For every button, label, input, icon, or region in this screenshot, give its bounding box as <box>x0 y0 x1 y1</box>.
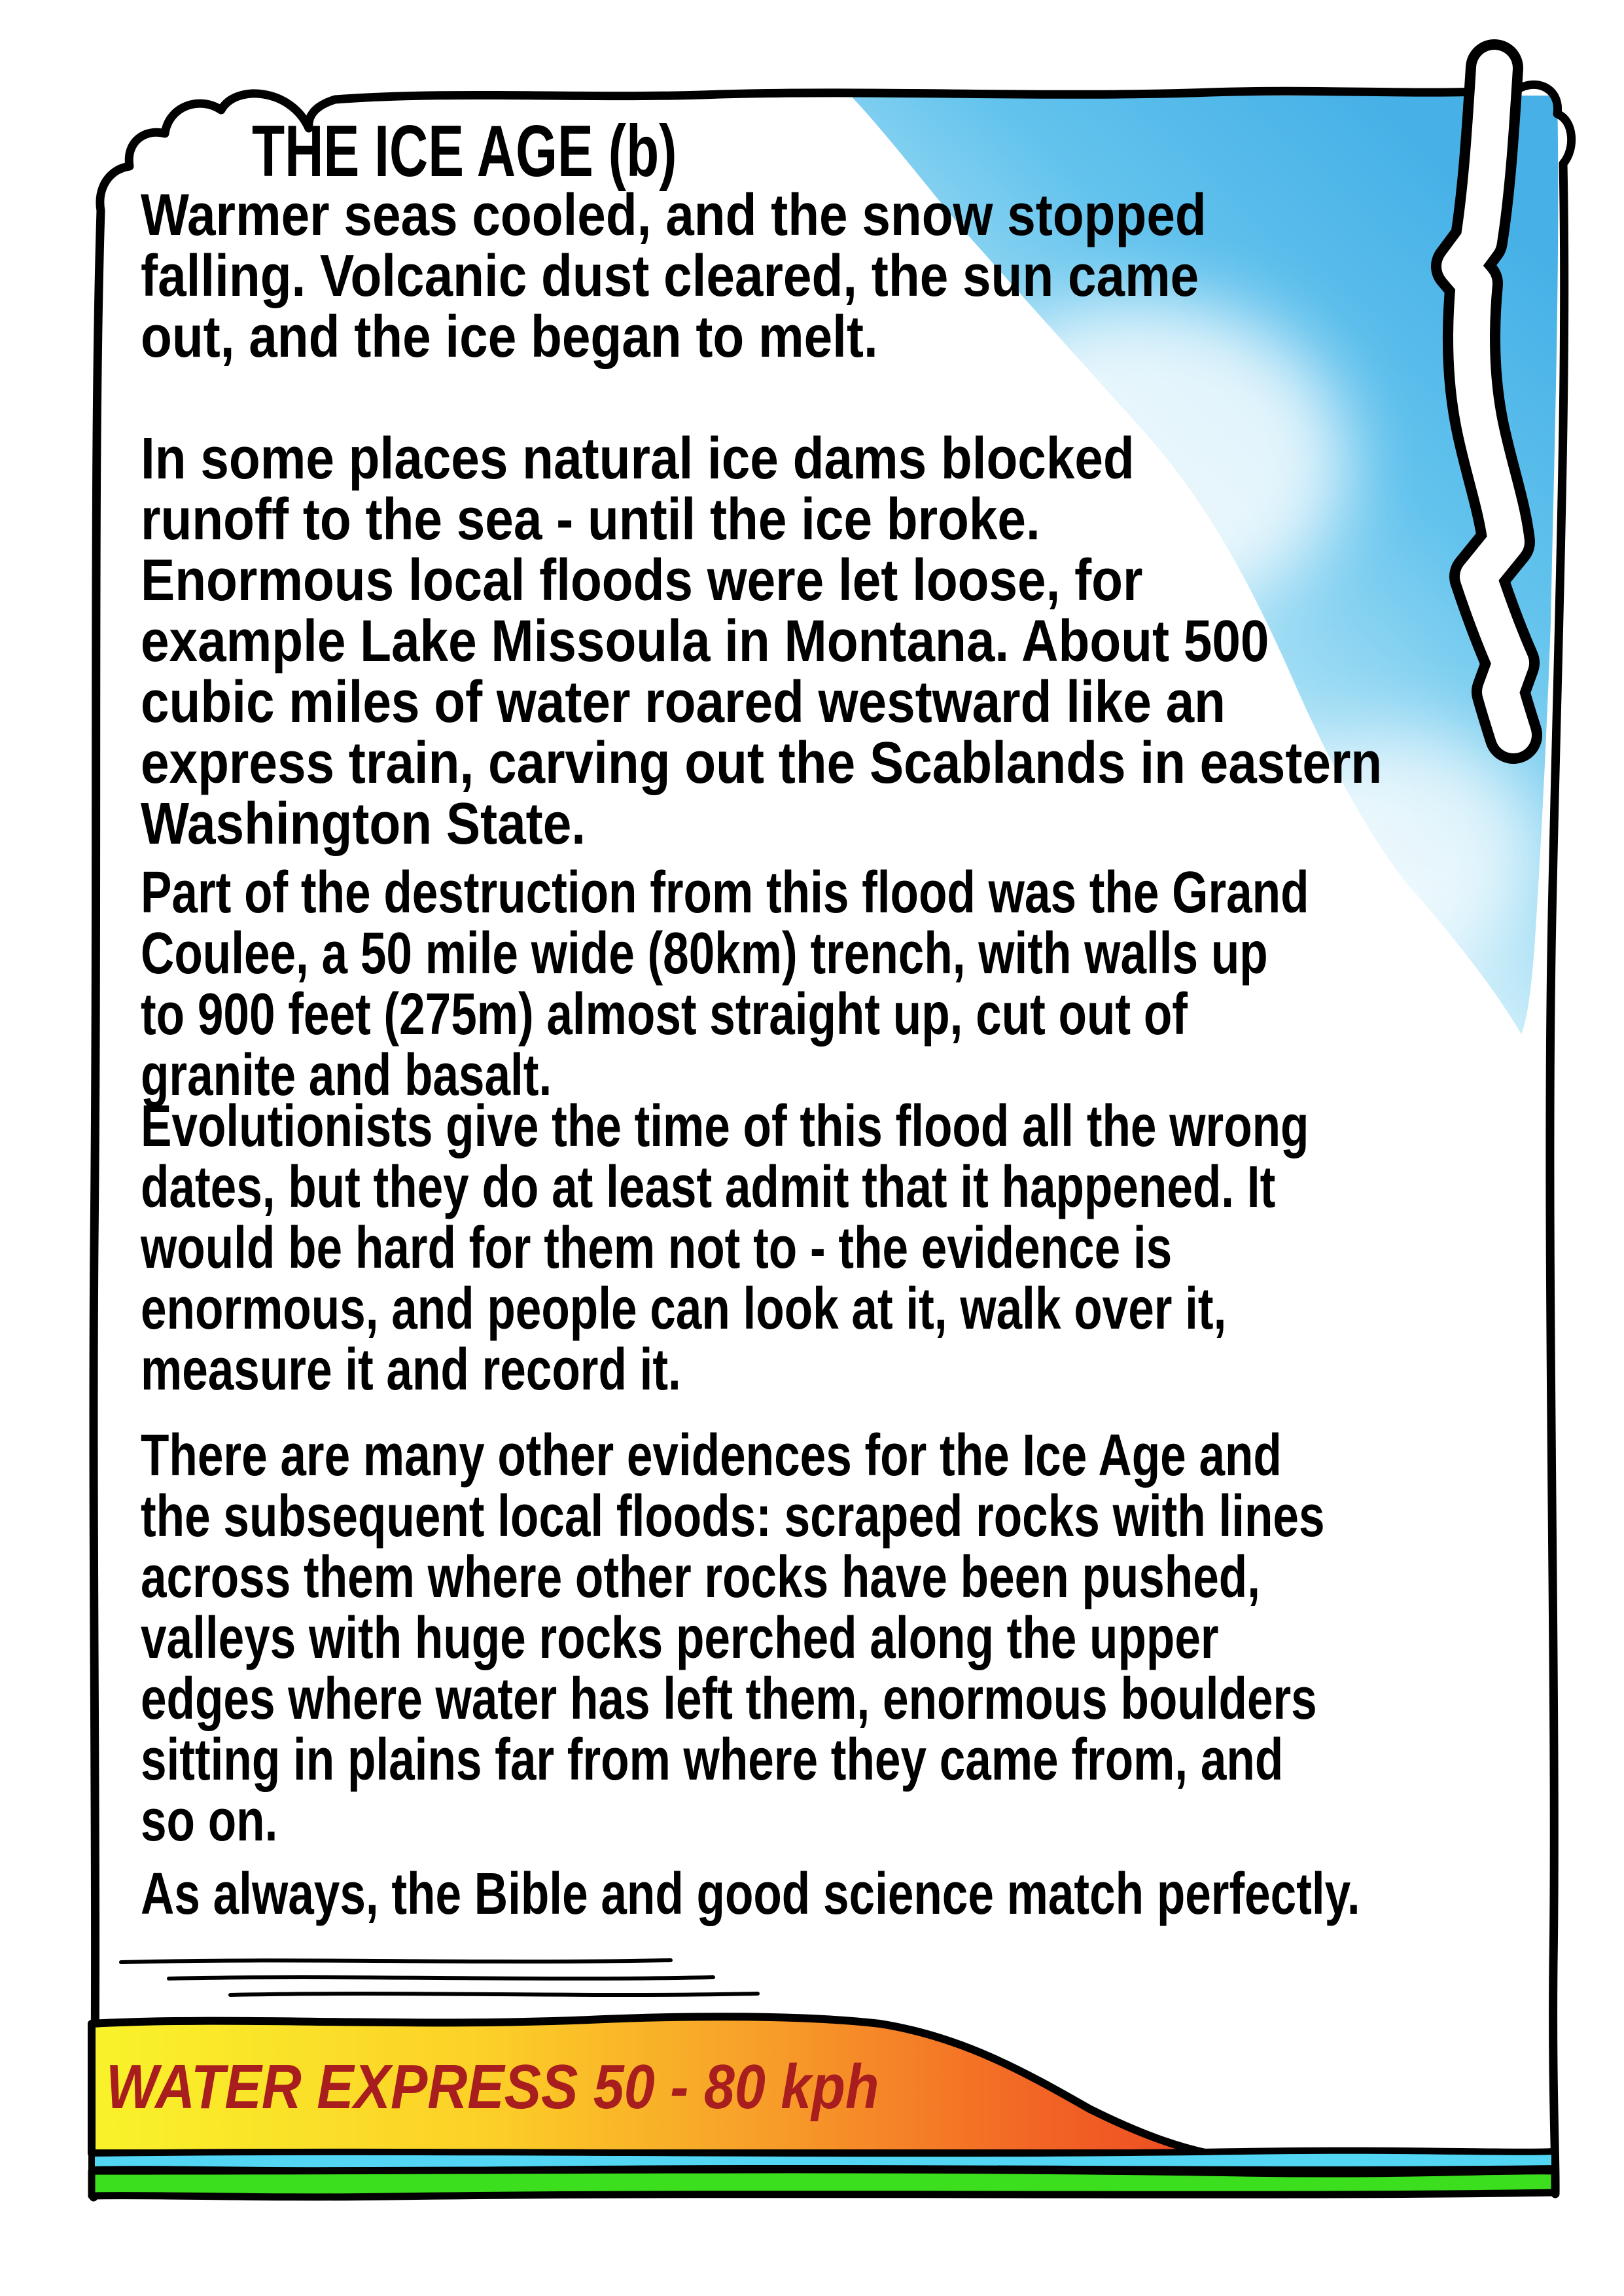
text-line: so on. <box>141 1788 278 1854</box>
text-line: granite and basalt. <box>141 1043 552 1108</box>
paragraph-1 <box>141 185 1207 368</box>
text-line: to 900 feet (275m) almost straight up, cut out of <box>141 982 1188 1047</box>
text-line: In some places natural ice dams blocked <box>141 426 1135 492</box>
text-line: Enormous local floods were let loose, for <box>141 548 1143 613</box>
text-line: There are many other evidences for the Ice Age and <box>141 1423 1282 1488</box>
text-line: As always, the Bible and good science match perfectly. <box>141 1861 1360 1927</box>
paragraph-4 <box>141 1096 1309 1401</box>
text-line: dates, but they do at least admit that it happened. It <box>141 1155 1276 1220</box>
text-line: Part of the destruction from this flood was the Grand <box>141 860 1309 925</box>
text-line: falling. Volcanic dust cleared, the sun came <box>141 243 1199 309</box>
text-line: edges where water has left them, enormous boulders <box>141 1666 1317 1732</box>
text-line: Coulee, a 50 mile wide (80km) trench, with walls up <box>141 921 1268 986</box>
text-line: Washington State. <box>141 791 586 857</box>
paragraph-3 <box>141 860 1309 1108</box>
text-line: valleys with huge rocks perched along the upper <box>141 1605 1219 1671</box>
text-line: runoff to the sea - until the ice broke. <box>141 487 1040 552</box>
paragraph-2 <box>141 426 1383 857</box>
speed-lines <box>121 1960 758 1995</box>
text-line: sitting in plains far from where they came from, and <box>141 1727 1284 1793</box>
text-line: across them where other rocks have been pushed, <box>141 1545 1260 1610</box>
speed-line <box>121 1960 671 1962</box>
text-line: enormous, and people can look at it, walk over it, <box>141 1276 1227 1342</box>
text-line: express train, carving out the Scablands in eastern <box>141 730 1383 796</box>
text-line: cubic miles of water roared westward like an <box>141 670 1226 735</box>
speed-line <box>169 1977 713 1979</box>
text-line: example Lake Missoula in Montana. About 500 <box>141 609 1269 674</box>
text-line: the subsequent local floods: scraped rocks with lines <box>141 1484 1325 1549</box>
grass-stripe <box>92 2170 1555 2197</box>
text-line: would be hard for them not to - the evidence is <box>141 1215 1173 1281</box>
water-express-label: WATER EXPRESS 50 - 80 kph <box>106 2052 879 2122</box>
page-title: THE ICE AGE (b) <box>252 111 677 192</box>
paragraph-6 <box>141 1861 1360 1927</box>
paragraph-5 <box>141 1423 1325 1854</box>
text-line: Warmer seas cooled, and the snow stopped <box>141 183 1207 248</box>
speed-line <box>230 1994 758 1995</box>
text-line: Evolutionists give the time of this flood all the wrong <box>141 1094 1309 1159</box>
text-line: out, and the ice began to melt. <box>141 304 878 370</box>
text-line: measure it and record it. <box>141 1337 681 1403</box>
